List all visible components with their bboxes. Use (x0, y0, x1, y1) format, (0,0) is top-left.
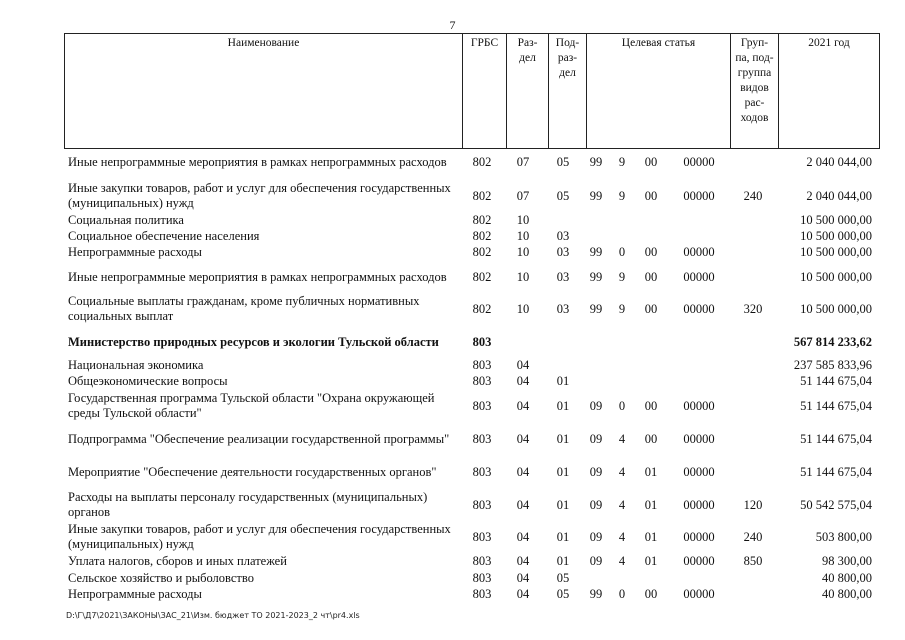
podrazdel-code: 05 (556, 154, 570, 169)
table-row (64, 179, 879, 213)
target-event-code: 00 (644, 154, 658, 169)
target-program-code: 99 (589, 188, 603, 203)
podrazdel-code: 03 (556, 244, 570, 259)
table-row (64, 292, 879, 326)
target-program-code: 09 (589, 529, 603, 544)
item-name: Иные непрограммные мероприятия в рамках непрограммных расходов (68, 154, 447, 169)
target-event-code: 01 (644, 529, 658, 544)
target-subprogram-code: 0 (618, 587, 626, 601)
target-subprogram-code: 0 (618, 398, 626, 413)
razdel-code: 04 (516, 497, 530, 512)
target-subprogram-code: 9 (618, 188, 626, 203)
target-event-code: 00 (644, 269, 658, 284)
grbs-code: 802 (472, 301, 492, 316)
target-direction-code: 00000 (683, 529, 715, 544)
target-event-code: 01 (644, 464, 658, 479)
target-direction-code (674, 212, 724, 228)
item-name: Социальное обеспечение населения (68, 228, 260, 243)
item-name: Подпрограмма "Обеспечение реализации государственной программы" (68, 431, 450, 446)
item-name: Иные закупки товаров, работ и услуг для обеспечения государственных (муниципальных) нужд (68, 522, 451, 551)
table-row (64, 244, 879, 260)
target-direction-code: 00000 (683, 398, 715, 413)
table-row (64, 488, 879, 522)
target-event-code: 01 (644, 497, 658, 512)
table-row (64, 586, 879, 603)
podrazdel-code: 03 (556, 269, 570, 284)
target-program-code: 09 (589, 554, 603, 568)
target-program-code (584, 570, 608, 586)
target-direction-code: 00000 (683, 431, 715, 446)
target-event-code: 00 (644, 587, 658, 601)
target-event-code: 00 (644, 431, 658, 446)
target-subprogram-code: 4 (618, 431, 626, 446)
razdel-code: 10 (516, 228, 530, 243)
target-subprogram-code: 9 (618, 154, 626, 169)
amount-2021: 10 500 000,00 (800, 212, 872, 227)
grbs-code: 803 (472, 431, 492, 446)
target-direction-code: 00000 (683, 554, 715, 568)
grbs-code: 803 (472, 587, 492, 601)
razdel-code: 07 (516, 154, 530, 169)
amount-2021: 567 814 233,62 (793, 334, 872, 349)
amount-2021: 10 500 000,00 (800, 228, 872, 243)
file-path-footer: D:\Г\Д7\2021\ЗАКОНЫ\ЗАС_21\Изм. бюджет ТО 2021-2023_2 чт\pr4.xls (66, 611, 360, 620)
item-name: Иные закупки товаров, работ и услуг для обеспечения государственных (муниципальных) нужд (68, 181, 451, 210)
grbs-code: 802 (472, 228, 492, 243)
target-direction-code: 00000 (683, 269, 715, 284)
table-row (64, 520, 879, 554)
table-row (64, 325, 879, 359)
razdel-code: 04 (516, 587, 530, 601)
amount-2021: 50 542 575,04 (800, 497, 872, 512)
podrazdel-code: 01 (556, 431, 570, 446)
target-program-code (584, 325, 608, 359)
amount-2021: 40 800,00 (822, 587, 872, 601)
grbs-code: 802 (472, 269, 492, 284)
target-event-code: 01 (644, 554, 658, 568)
grbs-code: 802 (472, 154, 492, 169)
razdel-code (508, 325, 538, 359)
item-name: Общеэкономические вопросы (68, 373, 228, 388)
item-name: Социальная политика (68, 212, 184, 227)
target-subprogram-code: 9 (618, 301, 626, 316)
grbs-code: 803 (472, 570, 492, 585)
target-subprogram-code (614, 325, 630, 359)
target-event-code (637, 228, 665, 244)
target-subprogram-code (614, 228, 630, 244)
header-expense-group: Груп- па, под- группа видов рас- ходов (731, 34, 779, 149)
target-program-code: 09 (589, 431, 603, 446)
amount-2021: 51 144 675,04 (800, 464, 872, 479)
target-program-code: 09 (589, 464, 603, 479)
podrazdel-code: 01 (556, 497, 570, 512)
target-event-code: 00 (644, 398, 658, 413)
target-direction-code: 00000 (683, 464, 715, 479)
table-row (64, 553, 879, 570)
podrazdel-code (548, 357, 578, 373)
header-razdel: Раз- дел (507, 34, 549, 149)
target-program-code: 99 (589, 269, 603, 284)
grbs-code: 803 (472, 334, 492, 349)
table-row (64, 228, 879, 244)
target-direction-code: 00000 (683, 497, 715, 512)
razdel-code: 04 (516, 373, 530, 388)
podrazdel-code: 03 (556, 301, 570, 316)
razdel-code: 04 (516, 464, 530, 479)
target-subprogram-code: 4 (618, 464, 626, 479)
grbs-code: 803 (472, 529, 492, 544)
target-subprogram-code (614, 570, 630, 586)
podrazdel-code (548, 325, 578, 359)
item-name: Уплата налогов, сборов и иных платежей (68, 554, 287, 568)
amount-2021: 51 144 675,04 (800, 398, 872, 413)
expense-type-code: 320 (743, 301, 763, 316)
amount-2021: 2 040 044,00 (806, 188, 872, 203)
target-direction-code (674, 570, 724, 586)
grbs-code: 803 (472, 464, 492, 479)
amount-2021: 10 500 000,00 (800, 244, 872, 259)
target-program-code (584, 212, 608, 228)
target-direction-code: 00000 (683, 587, 715, 601)
target-subprogram-code: 4 (618, 529, 626, 544)
razdel-code: 04 (516, 398, 530, 413)
amount-2021: 10 500 000,00 (800, 269, 872, 284)
header-name: Наименование (65, 34, 463, 149)
target-event-code (637, 325, 665, 359)
podrazdel-code (548, 212, 578, 228)
target-program-code: 09 (589, 497, 603, 512)
razdel-code: 10 (516, 212, 530, 227)
table-row (64, 570, 879, 586)
header-podrazdel: Под- раз- дел (549, 34, 587, 149)
target-direction-code (674, 373, 724, 389)
table-row (64, 212, 879, 228)
target-direction-code (674, 228, 724, 244)
header-target-article: Целевая статья (587, 34, 731, 149)
target-event-code: 00 (644, 188, 658, 203)
target-event-code (637, 570, 665, 586)
amount-2021: 98 300,00 (822, 554, 872, 568)
item-name: Национальная экономика (68, 357, 204, 372)
item-name: Непрограммные расходы (68, 587, 202, 601)
target-program-code (584, 373, 608, 389)
podrazdel-code: 05 (556, 570, 570, 585)
target-subprogram-code (614, 373, 630, 389)
target-event-code (637, 373, 665, 389)
amount-2021: 51 144 675,04 (800, 373, 872, 388)
target-direction-code: 00000 (683, 244, 715, 259)
razdel-code: 10 (516, 269, 530, 284)
expense-type-code: 240 (743, 529, 763, 544)
podrazdel-code: 01 (556, 398, 570, 413)
amount-2021: 2 040 044,00 (806, 154, 872, 169)
item-name: Социальные выплаты гражданам, кроме публичных нормативных социальных выплат (68, 294, 420, 323)
podrazdel-code: 03 (556, 228, 570, 243)
razdel-code: 07 (516, 188, 530, 203)
podrazdel-code: 01 (556, 554, 570, 568)
grbs-code: 803 (472, 554, 492, 568)
column-header-table (64, 33, 880, 149)
amount-2021: 237 585 833,96 (793, 357, 872, 372)
item-name: Министерство природных ресурсов и экологии Тульской области (68, 334, 439, 349)
target-program-code: 99 (589, 301, 603, 316)
target-subprogram-code (614, 357, 630, 373)
target-program-code: 09 (589, 398, 603, 413)
podrazdel-code: 01 (556, 373, 570, 388)
item-name: Непрограммные расходы (68, 244, 202, 259)
grbs-code: 803 (472, 357, 492, 372)
item-name: Государственная программа Тульской области "Охрана окружающей среды Тульской области" (68, 391, 435, 420)
grbs-code: 803 (472, 398, 492, 413)
target-event-code (637, 212, 665, 228)
grbs-code: 802 (472, 244, 492, 259)
target-program-code (584, 357, 608, 373)
target-direction-code (674, 357, 724, 373)
target-event-code (637, 357, 665, 373)
target-subprogram-code: 0 (618, 244, 626, 259)
table-row (64, 455, 879, 489)
podrazdel-code: 01 (556, 464, 570, 479)
amount-2021: 10 500 000,00 (800, 301, 872, 316)
target-subprogram-code: 4 (618, 497, 626, 512)
item-name: Расходы на выплаты персоналу государственных (муниципальных) органов (68, 490, 428, 519)
razdel-code: 04 (516, 357, 530, 372)
header-year-sum: 2021 год (779, 34, 880, 149)
grbs-code: 803 (472, 373, 492, 388)
header-grbs: ГРБС (463, 34, 507, 149)
expense-type-code: 850 (743, 554, 763, 568)
target-subprogram-code: 4 (618, 554, 626, 568)
target-event-code: 00 (644, 244, 658, 259)
amount-2021: 503 800,00 (815, 529, 872, 544)
amount-2021: 40 800,00 (822, 570, 872, 585)
page-number: 7 (449, 18, 456, 32)
target-program-code (584, 228, 608, 244)
grbs-code: 803 (472, 497, 492, 512)
table-row (64, 145, 879, 179)
table-row (64, 422, 879, 456)
target-event-code: 00 (644, 301, 658, 316)
grbs-code: 802 (472, 212, 492, 227)
razdel-code: 10 (516, 301, 530, 316)
podrazdel-code: 05 (556, 188, 570, 203)
grbs-code: 802 (472, 188, 492, 203)
podrazdel-code: 01 (556, 529, 570, 544)
razdel-code: 04 (516, 554, 530, 568)
amount-2021: 51 144 675,04 (800, 431, 872, 446)
table-row (64, 357, 879, 373)
target-direction-code: 00000 (683, 301, 715, 316)
podrazdel-code: 05 (556, 587, 570, 601)
target-program-code: 99 (589, 587, 603, 601)
item-name: Сельское хозяйство и рыболовство (68, 570, 254, 585)
target-direction-code: 00000 (683, 188, 715, 203)
razdel-code: 04 (516, 529, 530, 544)
expense-type-code: 120 (743, 497, 763, 512)
target-subprogram-code: 9 (618, 269, 626, 284)
target-program-code: 99 (589, 244, 603, 259)
expense-type-code: 240 (743, 188, 763, 203)
razdel-code: 04 (516, 431, 530, 446)
table-row (64, 373, 879, 389)
target-direction-code (674, 325, 724, 359)
target-direction-code: 00000 (683, 154, 715, 169)
table-row (64, 260, 879, 294)
razdel-code: 04 (516, 570, 530, 585)
item-name: Иные непрограммные мероприятия в рамках непрограммных расходов (68, 269, 447, 284)
target-program-code: 99 (589, 154, 603, 169)
razdel-code: 10 (516, 244, 530, 259)
item-name: Мероприятие "Обеспечение деятельности государственных органов" (68, 464, 437, 479)
target-subprogram-code (614, 212, 630, 228)
table-row (64, 389, 879, 423)
